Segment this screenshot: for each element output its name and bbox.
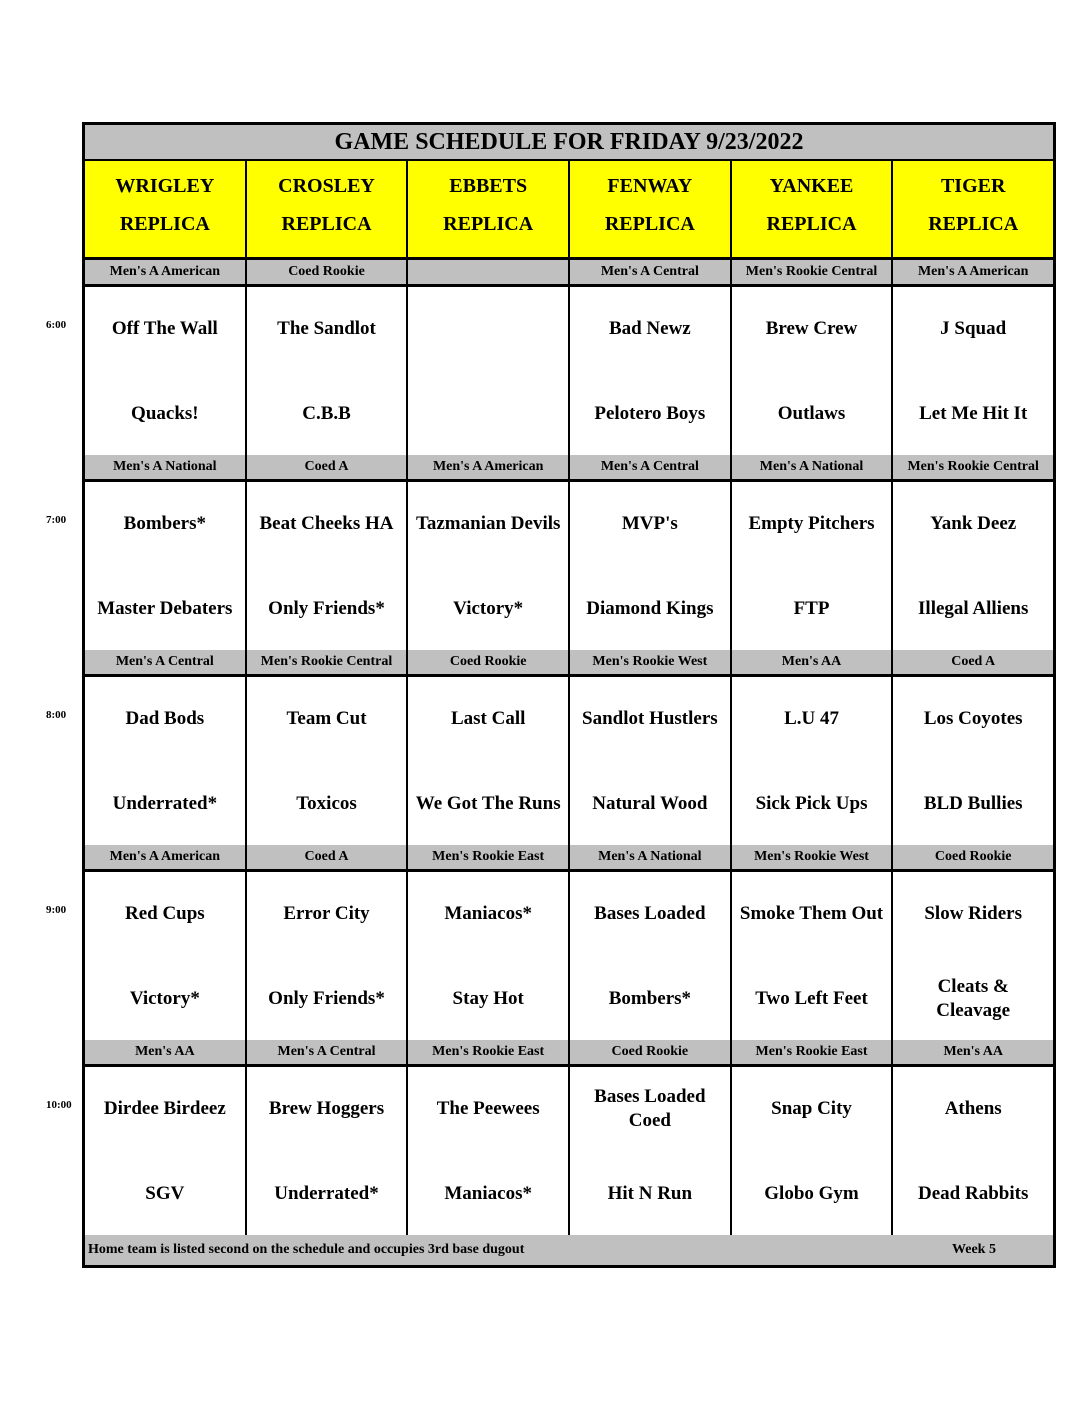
- game-cell: [893, 1067, 1053, 1235]
- division-label: Men's A American: [917, 264, 1029, 279]
- home-team: Let Me Hit It: [919, 403, 1028, 424]
- away-team: Los Coyotes: [923, 708, 1023, 729]
- footer-note: Home team is listed second on the schedule and occupies 3rd base dugout: [88, 1242, 525, 1257]
- venue-name: CROSLEY: [278, 175, 375, 197]
- game-cell: [893, 287, 1053, 455]
- away-team: Slow Riders: [924, 903, 1023, 924]
- game-cell: [247, 1067, 409, 1235]
- division-label: Men's Rookie West: [732, 845, 894, 869]
- time-label: 8:00: [46, 709, 67, 721]
- home-team: Stay Hot: [452, 988, 524, 1009]
- games-row: [85, 872, 1053, 1043]
- away-team: Bases Loaded Coed: [594, 1086, 706, 1131]
- time-label: 10:00: [46, 1099, 72, 1111]
- home-team: We Got The Runs: [415, 793, 561, 814]
- away-team: Team Cut: [286, 708, 367, 729]
- home-team: SGV: [145, 1183, 185, 1204]
- game-cell: [893, 677, 1053, 845]
- game-cell: [570, 677, 732, 845]
- away-team: Bad Newz: [608, 318, 691, 339]
- division-label: Coed Rookie: [934, 849, 1012, 864]
- venue-name: WRIGLEY: [115, 175, 215, 197]
- division-label: Men's A National: [732, 455, 894, 479]
- division-label: Coed Rookie: [247, 260, 409, 284]
- game-cell: [570, 872, 732, 1040]
- division-label: Men's Rookie Central: [732, 260, 894, 284]
- game-cell: [893, 482, 1053, 650]
- venue-header: [893, 161, 1053, 257]
- time-label: 6:00: [46, 319, 67, 331]
- home-team: Maniacos*: [444, 1183, 532, 1204]
- game-cell: [408, 872, 570, 1040]
- home-team: Pelotero Boys: [594, 403, 706, 424]
- venue-subtitle: REPLICA: [928, 213, 1019, 235]
- division-label: Men's A American: [85, 845, 247, 869]
- away-team: Bombers*: [123, 513, 206, 534]
- division-label: Men's Rookie East: [408, 1040, 570, 1064]
- away-team: Dad Bods: [125, 708, 205, 729]
- game-cell: [247, 482, 409, 650]
- home-team: Dead Rabbits: [918, 1183, 1029, 1204]
- venue-header: [85, 161, 247, 257]
- game-cell: [85, 482, 247, 650]
- venue-subtitle: REPLICA: [766, 213, 857, 235]
- away-team: Empty Pitchers: [748, 513, 875, 534]
- game-cell: [247, 872, 409, 1040]
- away-team: The Sandlot: [277, 318, 376, 339]
- home-team: Cleats & Cleavage: [936, 976, 1011, 1021]
- division-label: [408, 260, 570, 284]
- home-team: Quacks!: [131, 403, 199, 424]
- away-team: L.U 47: [784, 708, 839, 729]
- venue-name: EBBETS: [449, 175, 528, 197]
- venue-subtitle: REPLICA: [604, 213, 695, 235]
- home-team: Two Left Feet: [755, 988, 868, 1009]
- home-team: Hit N Run: [607, 1183, 693, 1204]
- division-row: [85, 845, 1053, 872]
- division-label: Men's Rookie Central: [247, 650, 409, 674]
- away-team: Bases Loaded: [594, 903, 706, 924]
- away-team: Snap City: [771, 1098, 852, 1119]
- away-team: Athens: [944, 1098, 1002, 1119]
- division-label: Men's A Central: [85, 650, 247, 674]
- game-cell: [570, 1067, 732, 1235]
- away-team: Off The Wall: [111, 318, 218, 339]
- home-team: Underrated*: [274, 1183, 379, 1204]
- venue-header: [247, 161, 409, 257]
- division-label: Men's AA: [943, 1044, 1003, 1059]
- game-cell: [732, 1067, 894, 1235]
- games-row: [85, 1067, 1053, 1238]
- venue-subtitle: REPLICA: [443, 213, 534, 235]
- division-label: Men's A Central: [570, 455, 732, 479]
- home-team: Diamond Kings: [586, 598, 714, 619]
- away-team: Yank Deez: [930, 513, 1017, 534]
- home-team: Only Friends*: [268, 988, 385, 1009]
- away-team: The Peewees: [436, 1098, 540, 1119]
- home-team: Globo Gym: [764, 1183, 859, 1204]
- away-team: MVP's: [621, 513, 678, 534]
- venue-header: [408, 161, 570, 257]
- time-slot: [85, 845, 1053, 1040]
- division-row: [85, 260, 1053, 287]
- time-label: 9:00: [46, 904, 67, 916]
- division-label: Men's A American: [85, 260, 247, 284]
- time-slot: [85, 1040, 1053, 1235]
- games-row: [85, 287, 1053, 458]
- game-cell: [893, 872, 1053, 1040]
- home-team: Natural Wood: [592, 793, 708, 814]
- division-row: [85, 455, 1053, 482]
- away-team: Brew Hoggers: [268, 1098, 385, 1119]
- home-team: Master Debaters: [97, 598, 233, 619]
- away-team: Sandlot Hustlers: [582, 708, 718, 729]
- venue-subtitle: REPLICA: [119, 213, 210, 235]
- footer-bar: [85, 1235, 1053, 1265]
- game-cell: [85, 287, 247, 455]
- game-cell: [408, 677, 570, 845]
- division-label: Men's Rookie Central: [907, 459, 1039, 474]
- games-row: [85, 482, 1053, 653]
- home-team: Illegal Alliens: [918, 598, 1029, 619]
- away-team: Beat Cheeks HA: [259, 513, 394, 534]
- home-team: Victory*: [129, 988, 200, 1009]
- games-row: [85, 677, 1053, 848]
- time-slot: [85, 650, 1053, 845]
- game-cell: [408, 287, 570, 455]
- division-label: Men's Rookie East: [732, 1040, 894, 1064]
- home-team: Outlaws: [777, 403, 846, 424]
- division-row: [85, 650, 1053, 677]
- game-cell: [85, 677, 247, 845]
- game-cell: [247, 677, 409, 845]
- game-cell: [570, 287, 732, 455]
- time-slot: [85, 260, 1053, 455]
- home-team: Sick Pick Ups: [755, 793, 868, 814]
- game-cell: [408, 1067, 570, 1235]
- away-team: Dirdee Birdeez: [103, 1098, 226, 1119]
- division-label: Coed A: [247, 845, 409, 869]
- game-cell: [85, 872, 247, 1040]
- division-label: Men's A American: [408, 455, 570, 479]
- division-label: Coed A: [951, 654, 996, 669]
- time-label: 7:00: [46, 514, 67, 526]
- division-label: Coed A: [247, 455, 409, 479]
- division-label: Men's AA: [85, 1040, 247, 1064]
- schedule-title: GAME SCHEDULE FOR FRIDAY 9/23/2022: [85, 125, 1053, 161]
- away-team: Maniacos*: [444, 903, 532, 924]
- game-cell: [408, 482, 570, 650]
- away-team: J Squad: [940, 318, 1007, 339]
- division-row: [85, 1040, 1053, 1067]
- division-label: Coed Rookie: [570, 1040, 732, 1064]
- division-label: Men's A Central: [247, 1040, 409, 1064]
- away-team: Brew Crew: [765, 318, 858, 339]
- game-cell: [732, 287, 894, 455]
- venue-header-row: [85, 161, 1053, 260]
- home-team: Victory*: [453, 598, 524, 619]
- home-team: BLD Bullies: [923, 793, 1023, 814]
- home-team: Toxicos: [296, 793, 357, 814]
- home-team: C.B.B: [302, 403, 351, 424]
- away-team: Last Call: [450, 708, 526, 729]
- division-label: Coed Rookie: [408, 650, 570, 674]
- game-cell: [85, 1067, 247, 1235]
- division-label: Men's A National: [85, 455, 247, 479]
- division-label: Men's Rookie West: [570, 650, 732, 674]
- division-label: Men's AA: [732, 650, 894, 674]
- away-team: Red Cups: [124, 903, 205, 924]
- venue-header: [732, 161, 894, 257]
- division-label: Men's A Central: [570, 260, 732, 284]
- home-team: FTP: [793, 598, 830, 619]
- schedule-table: [82, 122, 1056, 1268]
- game-cell: [732, 872, 894, 1040]
- away-team: Error City: [283, 903, 370, 924]
- venue-name: YANKEE: [769, 175, 854, 197]
- venue-subtitle: REPLICA: [281, 213, 372, 235]
- division-label: Men's Rookie East: [408, 845, 570, 869]
- home-team: Underrated*: [112, 793, 218, 814]
- game-cell: [570, 482, 732, 650]
- game-cell: [732, 482, 894, 650]
- venue-header: [570, 161, 732, 257]
- away-team: Smoke Them Out: [739, 903, 884, 924]
- venue-name: FENWAY: [607, 175, 693, 197]
- division-label: Men's A National: [570, 845, 732, 869]
- home-team: Only Friends*: [268, 598, 385, 619]
- time-slot: [85, 455, 1053, 650]
- away-team: Tazmanian Devils: [415, 513, 561, 534]
- game-cell: [732, 677, 894, 845]
- home-team: Bombers*: [608, 988, 692, 1009]
- game-cell: [247, 287, 409, 455]
- venue-name: TIGER: [940, 175, 1006, 197]
- week-label: Week 5: [952, 1242, 996, 1257]
